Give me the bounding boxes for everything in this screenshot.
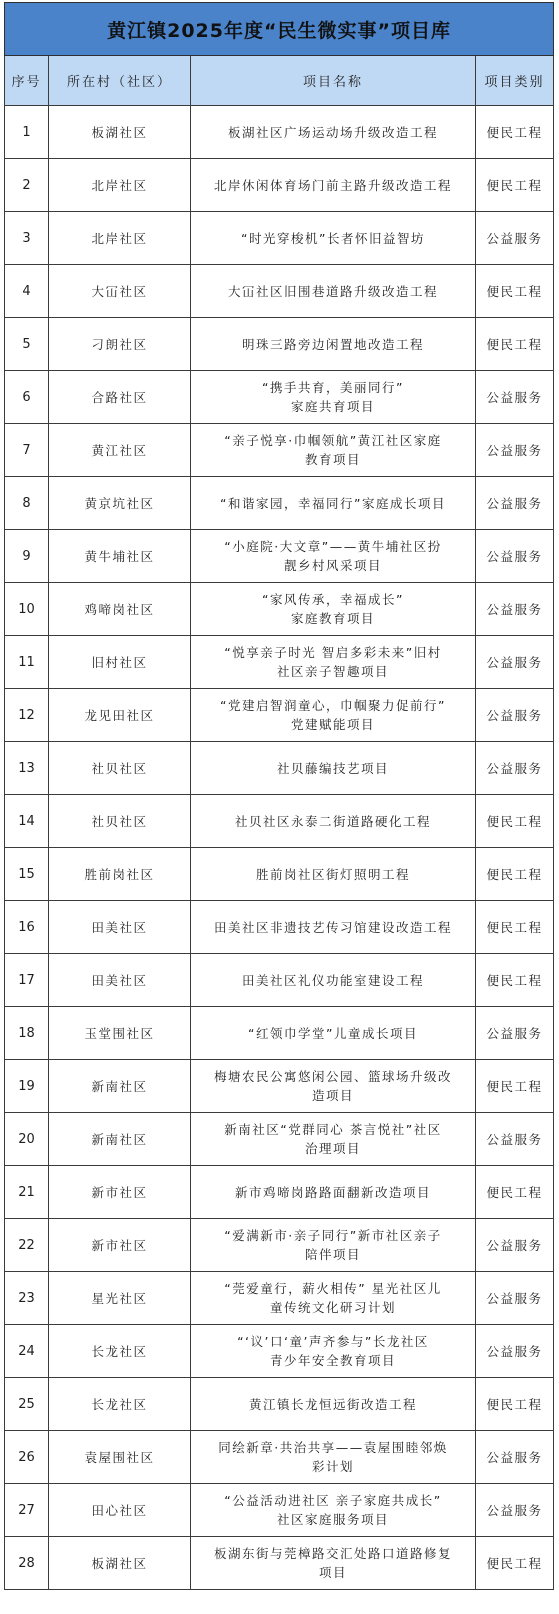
project-name-line: 家庭教育项目 [290, 611, 375, 626]
project-category-cell: 便民工程 [476, 1060, 554, 1113]
project-name-cell [191, 1272, 476, 1325]
table-row [5, 477, 554, 530]
serial-number-cell: 10 [5, 583, 49, 636]
project-name-line: 彩计划 [311, 1459, 354, 1474]
project-name-cell [191, 212, 476, 265]
table-row [5, 159, 554, 212]
project-name-cell [191, 371, 476, 424]
project-category-cell: 公益服务 [476, 1325, 554, 1378]
header-row [5, 56, 554, 106]
project-name-line: 新市鸡啼岗路路面翻新改造项目 [234, 1184, 431, 1200]
table-row [5, 1431, 554, 1484]
serial-number-cell: 28 [5, 1537, 49, 1590]
project-category-cell: 公益服务 [476, 530, 554, 583]
table-row [5, 689, 554, 742]
table-row [5, 424, 554, 477]
village-cell: 板湖社区 [49, 1537, 191, 1590]
serial-number-cell: 25 [5, 1378, 49, 1431]
serial-number-cell: 11 [5, 636, 49, 689]
project-name-cell [191, 689, 476, 742]
project-name-cell [191, 1484, 476, 1537]
serial-number-cell: 19 [5, 1060, 49, 1113]
project-name-line: “携手共育，美丽同行” [262, 380, 404, 395]
table-row [5, 1113, 554, 1166]
project-category-cell: 公益服务 [476, 1219, 554, 1272]
project-name-cell [191, 583, 476, 636]
project-name-line: “家风传承，幸福成长” [262, 592, 404, 607]
serial-number-cell: 27 [5, 1484, 49, 1537]
table-row [5, 795, 554, 848]
project-name-line: 同绘新章·共治共享——袁屋围睦邻焕 [218, 1440, 448, 1455]
project-name-line: 童传统文化研习计划 [269, 1300, 396, 1315]
project-category-cell: 公益服务 [476, 212, 554, 265]
project-category-cell: 公益服务 [476, 1431, 554, 1484]
village-cell: 北岸社区 [49, 212, 191, 265]
project-name-line: 社贝藤编技艺项目 [276, 760, 389, 776]
table-row [5, 1484, 554, 1537]
serial-number-cell: 13 [5, 742, 49, 795]
project-name-cell [191, 1113, 476, 1166]
project-name-line: “小庭院·大文章”——黄牛埔社区扮 [224, 539, 442, 554]
project-category-cell: 便民工程 [476, 265, 554, 318]
project-name-line: 家庭共育项目 [290, 399, 375, 414]
serial-number-cell: 7 [5, 424, 49, 477]
project-name-line: 靓乡村风采项目 [283, 558, 382, 573]
table-row [5, 1272, 554, 1325]
village-cell: 大冚社区 [49, 265, 191, 318]
project-name-line: “公益活动进社区 亲子家庭共成长” [224, 1493, 442, 1508]
project-table-sheet [4, 2, 553, 1590]
project-category-cell: 公益服务 [476, 371, 554, 424]
table-row [5, 636, 554, 689]
village-cell: 新南社区 [49, 1113, 191, 1166]
project-name-line: 田美社区礼仪功能室建设工程 [241, 972, 424, 988]
table-row [5, 1166, 554, 1219]
village-cell: 新南社区 [49, 1060, 191, 1113]
serial-number-cell: 17 [5, 954, 49, 1007]
project-name-line: “爱满新市·亲子同行”新市社区亲子 [224, 1228, 442, 1243]
table-body [5, 106, 554, 1590]
project-name-line: 明珠三路旁边闲置地改造工程 [241, 336, 424, 352]
serial-number-cell: 1 [5, 106, 49, 159]
table-row [5, 848, 554, 901]
header-project-name: 项目名称 [191, 56, 476, 106]
project-name-cell [191, 477, 476, 530]
table-title: 黄江镇2025年度“民生微实事”项目库 [5, 3, 554, 56]
project-category-cell: 便民工程 [476, 1378, 554, 1431]
project-category-cell: 便民工程 [476, 106, 554, 159]
project-category-cell: 公益服务 [476, 583, 554, 636]
village-cell: 田美社区 [49, 954, 191, 1007]
village-cell: 合路社区 [49, 371, 191, 424]
serial-number-cell: 6 [5, 371, 49, 424]
project-name-cell [191, 265, 476, 318]
project-category-cell: 便民工程 [476, 954, 554, 1007]
village-cell: 黄京坑社区 [49, 477, 191, 530]
project-category-cell: 公益服务 [476, 636, 554, 689]
project-name-cell [191, 795, 476, 848]
serial-number-cell: 24 [5, 1325, 49, 1378]
project-name-line: “莞爱童行，薪火相传” 星光社区儿 [224, 1281, 442, 1296]
table-row [5, 318, 554, 371]
project-name-line: 板湖社区广场运动场升级改造工程 [227, 124, 438, 140]
project-name-cell [191, 1537, 476, 1590]
village-cell: 板湖社区 [49, 106, 191, 159]
project-name-line: 新南社区“党群同心 茶言悦社”社区 [224, 1122, 442, 1137]
village-cell: 田心社区 [49, 1484, 191, 1537]
project-name-line: 社区家庭服务项目 [276, 1512, 389, 1527]
table-row [5, 1060, 554, 1113]
project-name-line: 社贝社区永泰二街道路硬化工程 [234, 813, 431, 829]
project-name-cell [191, 530, 476, 583]
serial-number-cell: 16 [5, 901, 49, 954]
project-name-line: “红领巾学堂”儿童成长项目 [248, 1025, 418, 1041]
project-name-line: “悦享亲子时光 智启多彩未来”旧村 [224, 645, 442, 660]
village-cell: 新市社区 [49, 1166, 191, 1219]
serial-number-cell: 21 [5, 1166, 49, 1219]
village-cell: 田美社区 [49, 901, 191, 954]
serial-number-cell: 8 [5, 477, 49, 530]
project-name-line: 党建赋能项目 [290, 717, 375, 732]
project-name-line: 治理项目 [304, 1141, 361, 1156]
village-cell: 龙见田社区 [49, 689, 191, 742]
village-cell: 袁屋围社区 [49, 1431, 191, 1484]
project-name-cell [191, 901, 476, 954]
project-category-cell: 公益服务 [476, 477, 554, 530]
project-category-cell: 公益服务 [476, 1272, 554, 1325]
project-category-cell: 便民工程 [476, 318, 554, 371]
project-category-cell: 便民工程 [476, 1166, 554, 1219]
village-cell: 新市社区 [49, 1219, 191, 1272]
village-cell: 刁朗社区 [49, 318, 191, 371]
project-category-cell: 便民工程 [476, 848, 554, 901]
table-row [5, 1219, 554, 1272]
project-name-cell [191, 1060, 476, 1113]
project-name-line: 社区亲子智趣项目 [276, 664, 389, 679]
project-name-line: 胜前岗社区街灯照明工程 [255, 866, 410, 882]
project-category-cell: 公益服务 [476, 742, 554, 795]
serial-number-cell: 2 [5, 159, 49, 212]
table-row [5, 106, 554, 159]
project-name-cell [191, 954, 476, 1007]
project-category-cell: 公益服务 [476, 1484, 554, 1537]
project-name-line: 青少年安全教育项目 [269, 1353, 396, 1368]
serial-number-cell: 9 [5, 530, 49, 583]
project-name-line: 黄江镇长龙恒远街改造工程 [248, 1396, 417, 1412]
project-name-cell [191, 848, 476, 901]
village-cell: 旧村社区 [49, 636, 191, 689]
project-name-cell [191, 1007, 476, 1060]
village-cell: 黄江社区 [49, 424, 191, 477]
village-cell: 社贝社区 [49, 742, 191, 795]
project-name-cell [191, 106, 476, 159]
village-cell: 北岸社区 [49, 159, 191, 212]
project-name-line: “党建启智润童心，巾帼聚力促前行” [220, 698, 446, 713]
project-name-cell [191, 159, 476, 212]
project-name-line: 项目 [318, 1565, 347, 1580]
serial-number-cell: 14 [5, 795, 49, 848]
project-category-cell: 公益服务 [476, 689, 554, 742]
village-cell: 鸡啼岗社区 [49, 583, 191, 636]
project-name-cell [191, 1166, 476, 1219]
village-cell: 星光社区 [49, 1272, 191, 1325]
project-name-line: 北岸休闲体育场门前主路升级改造工程 [213, 177, 452, 193]
table-row [5, 583, 554, 636]
table-row [5, 954, 554, 1007]
project-name-cell [191, 1378, 476, 1431]
project-name-line: “时光穿梭机”长者怀旧益智坊 [241, 230, 425, 246]
project-name-cell [191, 636, 476, 689]
project-name-line: “和谐家园，幸福同行”家庭成长项目 [220, 495, 446, 511]
header-serial-number: 序号 [5, 56, 49, 106]
project-name-line: “亲子悦享·巾帼领航”黄江社区家庭 [224, 433, 442, 448]
serial-number-cell: 22 [5, 1219, 49, 1272]
serial-number-cell: 23 [5, 1272, 49, 1325]
serial-number-cell: 12 [5, 689, 49, 742]
table-row [5, 371, 554, 424]
serial-number-cell: 18 [5, 1007, 49, 1060]
project-category-cell: 公益服务 [476, 1113, 554, 1166]
village-cell: 黄牛埔社区 [49, 530, 191, 583]
table-row [5, 212, 554, 265]
table-row [5, 1007, 554, 1060]
project-name-cell [191, 1325, 476, 1378]
table-row [5, 742, 554, 795]
village-cell: 社贝社区 [49, 795, 191, 848]
village-cell: 胜前岗社区 [49, 848, 191, 901]
project-category-cell: 便民工程 [476, 1537, 554, 1590]
table-row [5, 1378, 554, 1431]
project-name-line: 梅塘农民公寓悠闲公园、篮球场升级改 [213, 1069, 452, 1084]
project-name-line: 陪伴项目 [304, 1247, 361, 1262]
project-name-line: 教育项目 [304, 452, 361, 467]
project-name-line: 大冚社区旧围巷道路升级改造工程 [227, 283, 438, 299]
project-table [4, 2, 554, 1590]
serial-number-cell: 15 [5, 848, 49, 901]
serial-number-cell: 20 [5, 1113, 49, 1166]
header-project-category: 项目类别 [476, 56, 554, 106]
serial-number-cell: 4 [5, 265, 49, 318]
project-name-cell [191, 742, 476, 795]
serial-number-cell: 26 [5, 1431, 49, 1484]
village-cell: 长龙社区 [49, 1378, 191, 1431]
project-category-cell: 便民工程 [476, 159, 554, 212]
table-row [5, 1325, 554, 1378]
project-category-cell: 公益服务 [476, 424, 554, 477]
project-category-cell: 便民工程 [476, 901, 554, 954]
project-name-cell [191, 1431, 476, 1484]
project-name-cell [191, 424, 476, 477]
serial-number-cell: 5 [5, 318, 49, 371]
header-village: 所在村（社区） [49, 56, 191, 106]
project-name-line: 田美社区非遗技艺传习馆建设改造工程 [213, 919, 452, 935]
project-category-cell: 公益服务 [476, 1007, 554, 1060]
serial-number-cell: 3 [5, 212, 49, 265]
village-cell: 玉堂围社区 [49, 1007, 191, 1060]
project-name-line: 板湖东街与莞樟路交汇处路口道路修复 [213, 1546, 452, 1561]
project-category-cell: 便民工程 [476, 795, 554, 848]
village-cell: 长龙社区 [49, 1325, 191, 1378]
table-row [5, 265, 554, 318]
table-row [5, 901, 554, 954]
table-row [5, 1537, 554, 1590]
project-name-line: “‘议’口‘童’声齐参与”长龙社区 [237, 1334, 429, 1349]
project-name-cell [191, 1219, 476, 1272]
project-name-cell [191, 318, 476, 371]
project-name-line: 造项目 [311, 1088, 354, 1103]
table-row [5, 530, 554, 583]
